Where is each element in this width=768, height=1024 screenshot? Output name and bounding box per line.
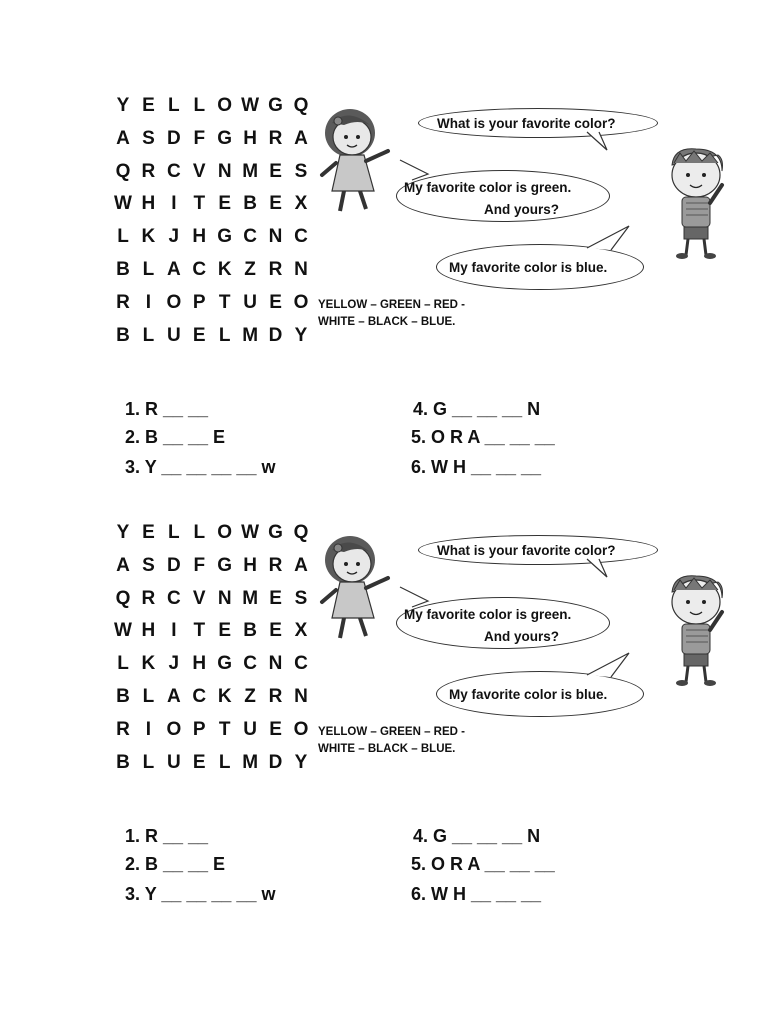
grid-letter: K: [217, 685, 232, 707]
grid-letter: U: [243, 718, 257, 740]
girl-illustration: [318, 530, 396, 648]
grid-letter: U: [166, 324, 181, 346]
grid-letter: W: [241, 522, 260, 543]
bubble-blue-text: My favorite color is blue.: [449, 687, 608, 702]
grid-letter: D: [268, 751, 283, 773]
question-3: 3. Y __ __ __ __ w: [125, 457, 276, 477]
grid-letter: L: [218, 324, 231, 346]
grid-letter: C: [192, 685, 207, 707]
girl-illustration: [318, 103, 396, 221]
grid-letter: J: [168, 226, 180, 248]
grid-letter: L: [218, 751, 231, 773]
grid-letter: S: [142, 554, 155, 576]
grid-letter: E: [269, 718, 282, 740]
grid-letter: S: [294, 587, 308, 609]
word-list: [318, 724, 465, 758]
grid-letter: J: [168, 653, 180, 675]
grid-letter: C: [166, 160, 181, 182]
grid-letter: L: [142, 751, 155, 773]
grid-letter: L: [168, 522, 180, 543]
grid-letter: C: [294, 226, 308, 248]
grid-letter: A: [166, 258, 181, 280]
grid-letter: R: [268, 685, 283, 707]
grid-letter: R: [268, 258, 283, 280]
grid-letter: F: [193, 554, 206, 576]
grid-letter: D: [268, 324, 283, 346]
grid-letter: V: [192, 587, 206, 609]
grid-letter: E: [142, 522, 155, 543]
grid-letter: Z: [244, 685, 256, 707]
grid-letter: Y: [116, 95, 130, 116]
grid-letter: E: [218, 193, 232, 215]
grid-letter: R: [141, 160, 156, 182]
grid-letter: T: [218, 718, 231, 740]
word-list-line: YELLOW – GREEN – RED -: [318, 299, 465, 311]
boy-illustration: [664, 145, 730, 263]
question-2: 2. B __ __ E: [125, 854, 226, 874]
question-1: 1. R __ __: [125, 399, 209, 419]
grid-letter: O: [217, 522, 233, 543]
bubble-blue-text: My favorite color is blue.: [449, 260, 608, 275]
grid-letter: E: [192, 751, 206, 773]
grid-letter: Y: [116, 522, 130, 543]
grid-letter: H: [192, 653, 207, 675]
bubble-question-text: What is your favorite color?: [437, 116, 616, 131]
grid-row: [112, 620, 312, 653]
bubble-question-text: What is your favorite color?: [437, 543, 616, 558]
grid-letter: T: [193, 193, 206, 215]
grid-letter: C: [243, 226, 257, 248]
question-4: 4. G __ __ __ N: [413, 826, 541, 846]
grid-letter: D: [166, 554, 181, 576]
grid-letter: R: [141, 587, 156, 609]
grid-letter: B: [116, 258, 130, 280]
grid-letter: R: [268, 127, 283, 149]
grid-row: [112, 653, 312, 686]
grid-letter: L: [193, 522, 206, 543]
grid-letter: O: [166, 291, 182, 313]
grid-row: [112, 719, 312, 752]
word-list-line: YELLOW – GREEN – RED -: [318, 726, 465, 738]
grid-letter: O: [217, 95, 233, 116]
grid-letter: L: [142, 685, 155, 707]
bubble-green-text: My favorite color is green.: [404, 180, 572, 195]
grid-letter: M: [242, 587, 259, 609]
grid-letter: Q: [293, 95, 309, 116]
grid-letter: N: [217, 160, 232, 182]
grid-letter: G: [217, 127, 233, 149]
grid-letter: G: [268, 522, 283, 543]
grid-letter: P: [192, 291, 206, 313]
grid-letter: U: [243, 291, 257, 313]
question-6: 6. W H __ __ __: [411, 457, 542, 477]
grid-row: [112, 292, 312, 325]
grid-letter: R: [116, 291, 130, 313]
grid-letter: O: [293, 718, 309, 740]
grid-letter: A: [166, 685, 181, 707]
grid-letter: E: [269, 160, 282, 182]
grid-letter: K: [217, 258, 232, 280]
bubble-green-text-2: And yours?: [484, 202, 560, 217]
grid-row: [112, 259, 312, 292]
grid-row: [112, 161, 312, 194]
grid-letter: Y: [294, 751, 308, 773]
grid-letter: B: [116, 685, 130, 707]
bubble-tail: [585, 130, 625, 154]
grid-row: [112, 325, 312, 358]
grid-row: [112, 522, 312, 555]
grid-letter: O: [293, 291, 309, 313]
bubble-tail: [585, 649, 633, 685]
question-4: 4. G __ __ __ N: [413, 399, 541, 419]
grid-letter: H: [141, 620, 156, 642]
grid-letter: I: [145, 718, 152, 740]
grid-letter: L: [142, 258, 155, 280]
question-1: 1. R __ __: [125, 826, 209, 846]
grid-letter: X: [294, 193, 308, 215]
grid-letter: Q: [115, 160, 131, 182]
grid-letter: A: [116, 127, 130, 149]
grid-row: [112, 193, 312, 226]
question-5: 5. O R A __ __ __: [411, 854, 555, 874]
grid-letter: G: [268, 95, 283, 116]
grid-letter: W: [114, 193, 132, 215]
grid-letter: E: [192, 324, 206, 346]
grid-letter: I: [171, 620, 177, 642]
grid-letter: Z: [244, 258, 256, 280]
grid-letter: N: [294, 258, 308, 280]
grid-letter: H: [141, 193, 156, 215]
grid-letter: L: [117, 653, 129, 675]
grid-letter: M: [242, 324, 259, 346]
grid-letter: L: [142, 324, 155, 346]
grid-letter: T: [193, 620, 206, 642]
grid-letter: B: [116, 324, 130, 346]
question-5: 5. O R A __ __ __: [411, 427, 555, 447]
grid-letter: N: [268, 226, 283, 248]
word-search-grid: [112, 95, 312, 357]
bubble-tail: [585, 557, 625, 581]
grid-letter: S: [294, 160, 308, 182]
grid-letter: K: [141, 653, 156, 675]
grid-letter: C: [166, 587, 181, 609]
grid-row: [112, 588, 312, 621]
grid-letter: N: [268, 653, 283, 675]
grid-letter: M: [242, 751, 259, 773]
grid-letter: E: [269, 587, 282, 609]
grid-letter: N: [217, 587, 232, 609]
worksheet-block: [0, 427, 768, 904]
grid-letter: H: [243, 554, 257, 576]
word-list-line: WHITE – BLACK – BLUE.: [318, 743, 456, 755]
grid-letter: H: [192, 226, 207, 248]
grid-letter: G: [217, 554, 233, 576]
grid-letter: B: [116, 751, 130, 773]
grid-letter: O: [166, 718, 182, 740]
grid-letter: B: [243, 620, 257, 642]
word-search-grid: [112, 522, 312, 784]
grid-letter: I: [145, 291, 152, 313]
grid-letter: Q: [293, 522, 309, 543]
bubble-green-text-2: And yours?: [484, 629, 560, 644]
grid-letter: C: [294, 653, 308, 675]
grid-row: [112, 686, 312, 719]
grid-letter: E: [269, 193, 282, 215]
grid-row: [112, 226, 312, 259]
question-6: 6. W H __ __ __: [411, 884, 542, 904]
grid-letter: A: [294, 554, 308, 576]
grid-letter: W: [114, 620, 132, 642]
grid-letter: C: [243, 653, 257, 675]
grid-row: [112, 95, 312, 128]
grid-letter: E: [269, 620, 282, 642]
boy-illustration: [664, 572, 730, 690]
grid-letter: B: [243, 193, 257, 215]
question-2: 2. B __ __ E: [125, 427, 226, 447]
grid-letter: E: [218, 620, 232, 642]
grid-letter: R: [268, 554, 283, 576]
grid-letter: R: [116, 718, 130, 740]
grid-letter: P: [192, 718, 206, 740]
grid-letter: H: [243, 127, 257, 149]
word-list: [318, 297, 465, 331]
worksheet-block: [0, 0, 768, 477]
grid-letter: G: [217, 653, 233, 675]
grid-letter: L: [193, 95, 206, 116]
grid-letter: V: [192, 160, 206, 182]
bubble-green-text: My favorite color is green.: [404, 607, 572, 622]
grid-row: [112, 128, 312, 161]
grid-letter: F: [193, 127, 206, 149]
grid-letter: A: [294, 127, 308, 149]
grid-letter: E: [142, 95, 155, 116]
question-3: 3. Y __ __ __ __ w: [125, 884, 276, 904]
grid-row: [112, 555, 312, 588]
grid-letter: Y: [294, 324, 308, 346]
grid-letter: Q: [115, 587, 131, 609]
grid-letter: G: [217, 226, 233, 248]
grid-letter: X: [294, 620, 308, 642]
grid-letter: W: [241, 95, 260, 116]
grid-letter: M: [242, 160, 259, 182]
grid-letter: T: [218, 291, 231, 313]
grid-letter: D: [166, 127, 181, 149]
grid-letter: N: [294, 685, 308, 707]
grid-letter: L: [168, 95, 180, 116]
grid-letter: S: [142, 127, 155, 149]
grid-letter: I: [171, 193, 177, 215]
word-list-line: WHITE – BLACK – BLUE.: [318, 316, 456, 328]
grid-letter: U: [166, 751, 181, 773]
grid-row: [112, 752, 312, 785]
bubble-tail: [585, 222, 633, 258]
grid-letter: C: [192, 258, 207, 280]
grid-letter: L: [117, 226, 129, 248]
grid-letter: E: [269, 291, 282, 313]
grid-letter: A: [116, 554, 130, 576]
grid-letter: K: [141, 226, 156, 248]
